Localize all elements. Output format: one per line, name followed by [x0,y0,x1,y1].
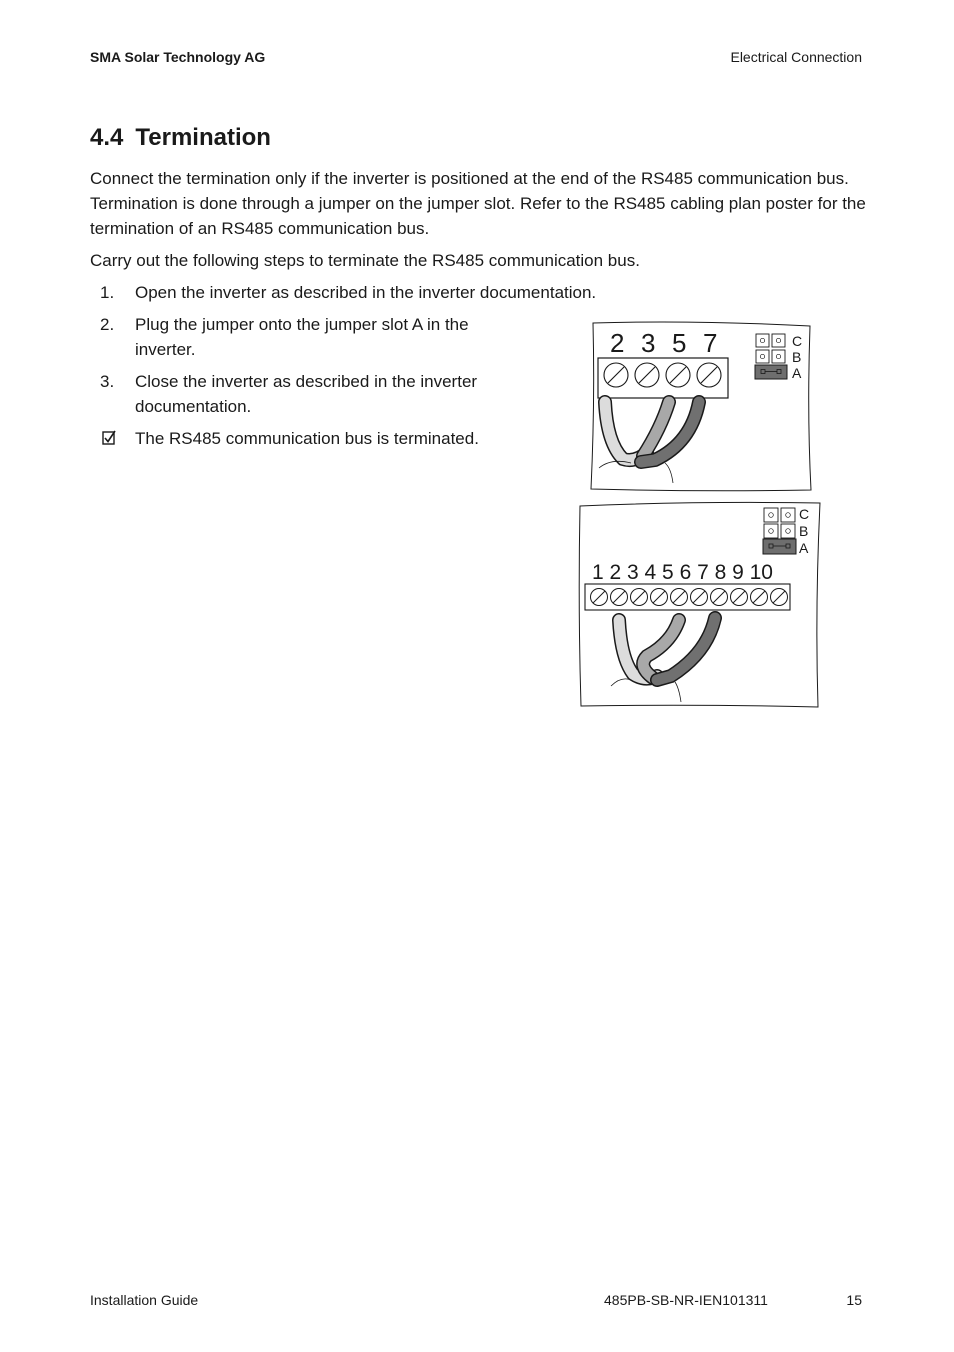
slot-label: C [792,333,803,349]
slot-label: B [799,523,809,539]
step-number: 1. [100,283,115,302]
footer-doc-type: Installation Guide [90,1292,199,1308]
inverter-terminal-figure-top [585,318,815,496]
slot-label: B [792,349,802,365]
footer-doc-code: 485PB-SB-NR-IEN101311 [604,1292,768,1308]
header-chapter: Electrical Connection [730,49,862,65]
intro-paragraph: Connect the termination only if the inverter is positioned at the end of the RS485 communication bus. Termination is done through a jumper on the jumper slot. Refer to the RS485 cabling plan poster for the termination of an RS485 communication bus. [90,169,866,238]
terminal-number: 2 [610,328,625,358]
jumper-icon [755,365,787,379]
inverter-terminal-figure-bottom [575,498,825,712]
step-text: Open the inverter as described in the inverter documentation. [135,283,597,302]
step-number: 2. [100,315,115,334]
slot-label: A [799,540,809,556]
jumper-icon [763,539,796,554]
step-number: 3. [100,372,115,391]
section-heading [90,124,271,152]
header-company: SMA Solar Technology AG [90,49,266,65]
slot-label: A [792,365,802,381]
terminal-numbers: 1 2 3 4 5 6 7 8 9 10 [592,561,773,584]
terminal-number: 5 [672,328,687,358]
terminal-number: 3 [641,328,656,358]
section-title: Termination [135,124,271,151]
step-text: Close the inverter as described in the inverter documentation. [135,372,478,416]
result-text: The RS485 communication bus is terminated. [135,429,479,448]
section-number: 4.4 [90,124,124,151]
steps-intro-paragraph: Carry out the following steps to terminate the RS485 communication bus. [90,251,640,270]
slot-label: C [799,506,810,522]
page-number: 15 [846,1292,862,1308]
checkbox-checked-icon [102,430,116,445]
terminal-number: 7 [703,328,718,358]
step-text: Plug the jumper onto the jumper slot A in the inverter. [135,315,469,359]
